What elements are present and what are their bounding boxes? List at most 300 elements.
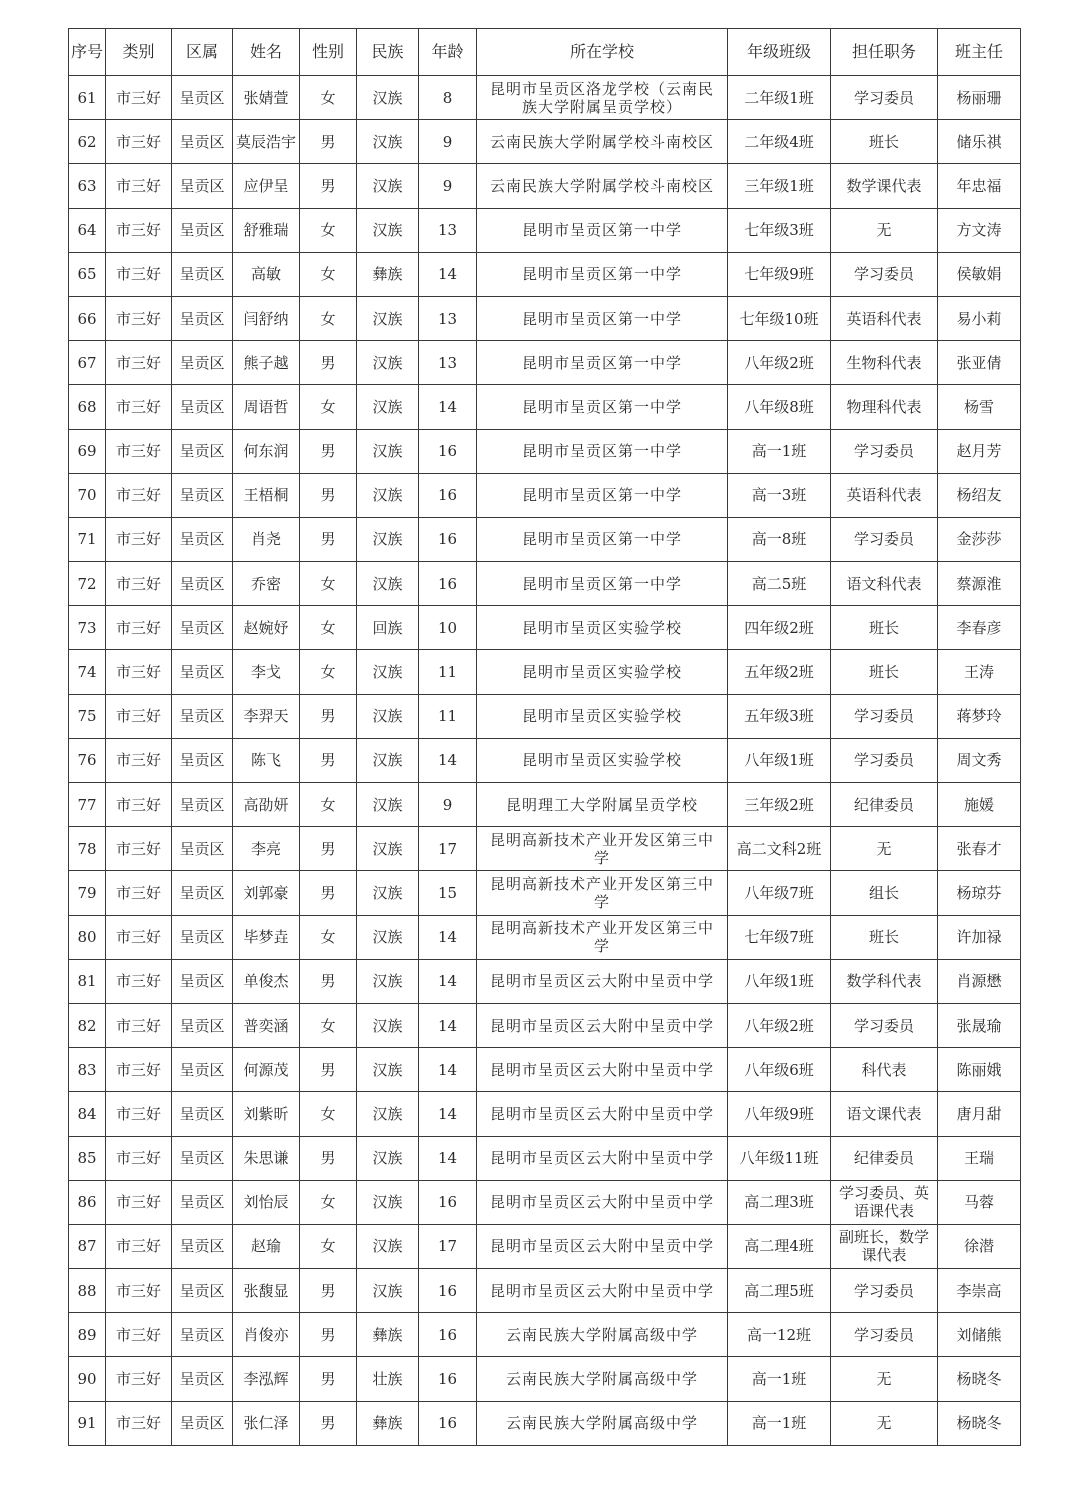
cell-grade-class: 高二理5班 bbox=[728, 1269, 831, 1313]
cell-district: 呈贡区 bbox=[172, 827, 233, 871]
cell-head-teacher: 杨雪 bbox=[938, 385, 1021, 429]
cell-seq: 82 bbox=[69, 1003, 106, 1047]
cell-gender: 女 bbox=[300, 76, 357, 120]
cell-seq: 87 bbox=[69, 1224, 106, 1268]
table-body bbox=[69, 76, 1021, 1446]
table-row bbox=[69, 76, 1021, 120]
table-row bbox=[69, 296, 1021, 340]
cell-age: 14 bbox=[419, 1003, 477, 1047]
cell-ethnicity: 汉族 bbox=[357, 1003, 419, 1047]
cell-head-teacher: 年忠福 bbox=[938, 164, 1021, 208]
cell-head-teacher: 杨晓冬 bbox=[938, 1357, 1021, 1401]
cell-ethnicity: 汉族 bbox=[357, 562, 419, 606]
header-gender: 性别 bbox=[300, 29, 357, 76]
cell-ethnicity: 回族 bbox=[357, 606, 419, 650]
cell-grade-class: 八年级7班 bbox=[728, 871, 831, 915]
cell-seq: 85 bbox=[69, 1136, 106, 1180]
cell-age: 16 bbox=[419, 517, 477, 561]
cell-age: 14 bbox=[419, 1136, 477, 1180]
cell-school: 昆明高新技术产业开发区第三中学 bbox=[477, 827, 728, 871]
cell-school: 昆明市呈贡区第一中学 bbox=[477, 208, 728, 252]
cell-age: 16 bbox=[419, 1180, 477, 1224]
table-row bbox=[69, 562, 1021, 606]
cell-category: 市三好 bbox=[106, 915, 172, 959]
cell-ethnicity: 汉族 bbox=[357, 871, 419, 915]
cell-category: 市三好 bbox=[106, 827, 172, 871]
cell-ethnicity: 汉族 bbox=[357, 959, 419, 1003]
cell-grade-class: 高一1班 bbox=[728, 1401, 831, 1445]
cell-school: 昆明市呈贡区云大附中呈贡中学 bbox=[477, 1092, 728, 1136]
cell-school: 昆明市呈贡区云大附中呈贡中学 bbox=[477, 1180, 728, 1224]
cell-ethnicity: 汉族 bbox=[357, 827, 419, 871]
cell-district: 呈贡区 bbox=[172, 1180, 233, 1224]
cell-grade-class: 高二理3班 bbox=[728, 1180, 831, 1224]
header-grade-class: 年级班级 bbox=[728, 29, 831, 76]
cell-gender: 男 bbox=[300, 1401, 357, 1445]
cell-school: 昆明市呈贡区云大附中呈贡中学 bbox=[477, 1136, 728, 1180]
cell-position: 无 bbox=[831, 827, 938, 871]
cell-seq: 91 bbox=[69, 1401, 106, 1445]
cell-position: 语文课代表 bbox=[831, 1092, 938, 1136]
cell-seq: 88 bbox=[69, 1269, 106, 1313]
cell-district: 呈贡区 bbox=[172, 1136, 233, 1180]
table-row bbox=[69, 517, 1021, 561]
cell-position: 语文科代表 bbox=[831, 562, 938, 606]
cell-position: 科代表 bbox=[831, 1048, 938, 1092]
cell-name: 何源茂 bbox=[233, 1048, 300, 1092]
table-row bbox=[69, 208, 1021, 252]
cell-school: 昆明市呈贡区第一中学 bbox=[477, 252, 728, 296]
cell-gender: 女 bbox=[300, 1092, 357, 1136]
cell-age: 10 bbox=[419, 606, 477, 650]
cell-gender: 男 bbox=[300, 1313, 357, 1357]
cell-position: 无 bbox=[831, 208, 938, 252]
cell-category: 市三好 bbox=[106, 959, 172, 1003]
cell-category: 市三好 bbox=[106, 208, 172, 252]
cell-seq: 75 bbox=[69, 694, 106, 738]
cell-age: 17 bbox=[419, 827, 477, 871]
cell-school: 云南民族大学附属高级中学 bbox=[477, 1357, 728, 1401]
cell-head-teacher: 张亚倩 bbox=[938, 341, 1021, 385]
cell-position: 班长 bbox=[831, 606, 938, 650]
cell-school: 云南民族大学附属学校斗南校区 bbox=[477, 164, 728, 208]
cell-gender: 女 bbox=[300, 562, 357, 606]
cell-ethnicity: 汉族 bbox=[357, 650, 419, 694]
cell-seq: 83 bbox=[69, 1048, 106, 1092]
cell-gender: 男 bbox=[300, 1357, 357, 1401]
cell-position: 副班长，数学课代表 bbox=[831, 1224, 938, 1268]
cell-name: 高敏 bbox=[233, 252, 300, 296]
cell-category: 市三好 bbox=[106, 694, 172, 738]
cell-name: 乔密 bbox=[233, 562, 300, 606]
cell-gender: 男 bbox=[300, 517, 357, 561]
table-row bbox=[69, 827, 1021, 871]
cell-age: 9 bbox=[419, 783, 477, 827]
cell-gender: 女 bbox=[300, 783, 357, 827]
cell-position: 生物科代表 bbox=[831, 341, 938, 385]
cell-position: 学习委员 bbox=[831, 76, 938, 120]
cell-ethnicity: 汉族 bbox=[357, 517, 419, 561]
cell-category: 市三好 bbox=[106, 783, 172, 827]
cell-name: 单俊杰 bbox=[233, 959, 300, 1003]
cell-gender: 男 bbox=[300, 871, 357, 915]
cell-position: 无 bbox=[831, 1401, 938, 1445]
cell-school: 昆明市呈贡区实验学校 bbox=[477, 606, 728, 650]
cell-seq: 79 bbox=[69, 871, 106, 915]
table-row bbox=[69, 1048, 1021, 1092]
cell-school: 昆明理工大学附属呈贡学校 bbox=[477, 783, 728, 827]
cell-ethnicity: 汉族 bbox=[357, 341, 419, 385]
cell-school: 昆明市呈贡区第一中学 bbox=[477, 517, 728, 561]
cell-name: 刘郭豪 bbox=[233, 871, 300, 915]
cell-head-teacher: 王瑞 bbox=[938, 1136, 1021, 1180]
cell-position: 学习委员 bbox=[831, 738, 938, 782]
cell-school: 云南民族大学附属高级中学 bbox=[477, 1313, 728, 1357]
cell-school: 昆明高新技术产业开发区第三中学 bbox=[477, 915, 728, 959]
cell-grade-class: 七年级3班 bbox=[728, 208, 831, 252]
cell-ethnicity: 汉族 bbox=[357, 120, 419, 164]
cell-gender: 女 bbox=[300, 296, 357, 340]
cell-district: 呈贡区 bbox=[172, 1313, 233, 1357]
cell-age: 14 bbox=[419, 252, 477, 296]
cell-age: 9 bbox=[419, 120, 477, 164]
cell-grade-class: 八年级1班 bbox=[728, 959, 831, 1003]
cell-category: 市三好 bbox=[106, 385, 172, 429]
cell-age: 14 bbox=[419, 915, 477, 959]
cell-seq: 63 bbox=[69, 164, 106, 208]
cell-head-teacher: 蔡源淮 bbox=[938, 562, 1021, 606]
cell-age: 9 bbox=[419, 164, 477, 208]
cell-name: 李亮 bbox=[233, 827, 300, 871]
cell-position: 英语科代表 bbox=[831, 296, 938, 340]
cell-seq: 64 bbox=[69, 208, 106, 252]
cell-name: 赵婉妤 bbox=[233, 606, 300, 650]
cell-school: 昆明市呈贡区云大附中呈贡中学 bbox=[477, 1003, 728, 1047]
cell-age: 11 bbox=[419, 650, 477, 694]
cell-head-teacher: 李崇高 bbox=[938, 1269, 1021, 1313]
cell-district: 呈贡区 bbox=[172, 959, 233, 1003]
cell-age: 15 bbox=[419, 871, 477, 915]
cell-grade-class: 七年级9班 bbox=[728, 252, 831, 296]
cell-age: 16 bbox=[419, 1357, 477, 1401]
cell-district: 呈贡区 bbox=[172, 252, 233, 296]
cell-head-teacher: 储乐祺 bbox=[938, 120, 1021, 164]
cell-category: 市三好 bbox=[106, 738, 172, 782]
cell-position: 物理科代表 bbox=[831, 385, 938, 429]
cell-ethnicity: 汉族 bbox=[357, 1269, 419, 1313]
cell-seq: 73 bbox=[69, 606, 106, 650]
cell-name: 周语哲 bbox=[233, 385, 300, 429]
cell-name: 赵瑜 bbox=[233, 1224, 300, 1268]
cell-grade-class: 高一12班 bbox=[728, 1313, 831, 1357]
cell-category: 市三好 bbox=[106, 120, 172, 164]
cell-grade-class: 三年级1班 bbox=[728, 164, 831, 208]
cell-grade-class: 高二文科2班 bbox=[728, 827, 831, 871]
cell-gender: 男 bbox=[300, 1136, 357, 1180]
table-row bbox=[69, 738, 1021, 782]
cell-head-teacher: 周文秀 bbox=[938, 738, 1021, 782]
cell-district: 呈贡区 bbox=[172, 606, 233, 650]
cell-head-teacher: 陈丽娥 bbox=[938, 1048, 1021, 1092]
cell-position: 班长 bbox=[831, 650, 938, 694]
cell-district: 呈贡区 bbox=[172, 650, 233, 694]
cell-category: 市三好 bbox=[106, 1180, 172, 1224]
cell-district: 呈贡区 bbox=[172, 1224, 233, 1268]
cell-gender: 男 bbox=[300, 694, 357, 738]
table-row bbox=[69, 164, 1021, 208]
cell-seq: 74 bbox=[69, 650, 106, 694]
cell-ethnicity: 汉族 bbox=[357, 1092, 419, 1136]
cell-grade-class: 八年级8班 bbox=[728, 385, 831, 429]
cell-category: 市三好 bbox=[106, 1048, 172, 1092]
cell-head-teacher: 唐月甜 bbox=[938, 1092, 1021, 1136]
cell-age: 13 bbox=[419, 341, 477, 385]
cell-age: 16 bbox=[419, 429, 477, 473]
cell-gender: 女 bbox=[300, 1224, 357, 1268]
cell-grade-class: 八年级1班 bbox=[728, 738, 831, 782]
cell-category: 市三好 bbox=[106, 1003, 172, 1047]
cell-category: 市三好 bbox=[106, 871, 172, 915]
table-row bbox=[69, 1092, 1021, 1136]
cell-position: 学习委员 bbox=[831, 517, 938, 561]
cell-school: 昆明市呈贡区第一中学 bbox=[477, 473, 728, 517]
cell-name: 刘怡辰 bbox=[233, 1180, 300, 1224]
cell-district: 呈贡区 bbox=[172, 1048, 233, 1092]
cell-grade-class: 三年级2班 bbox=[728, 783, 831, 827]
cell-category: 市三好 bbox=[106, 252, 172, 296]
cell-seq: 89 bbox=[69, 1313, 106, 1357]
table-row bbox=[69, 783, 1021, 827]
cell-grade-class: 七年级10班 bbox=[728, 296, 831, 340]
table-header-row bbox=[69, 29, 1021, 76]
cell-district: 呈贡区 bbox=[172, 694, 233, 738]
cell-seq: 72 bbox=[69, 562, 106, 606]
cell-school: 昆明市呈贡区云大附中呈贡中学 bbox=[477, 959, 728, 1003]
cell-seq: 80 bbox=[69, 915, 106, 959]
cell-district: 呈贡区 bbox=[172, 783, 233, 827]
cell-position: 纪律委员 bbox=[831, 1136, 938, 1180]
cell-head-teacher: 许加禄 bbox=[938, 915, 1021, 959]
cell-category: 市三好 bbox=[106, 164, 172, 208]
table-row bbox=[69, 1401, 1021, 1445]
cell-head-teacher: 杨晓冬 bbox=[938, 1401, 1021, 1445]
cell-grade-class: 高一1班 bbox=[728, 1357, 831, 1401]
cell-district: 呈贡区 bbox=[172, 1003, 233, 1047]
cell-head-teacher: 王涛 bbox=[938, 650, 1021, 694]
cell-district: 呈贡区 bbox=[172, 208, 233, 252]
cell-category: 市三好 bbox=[106, 1401, 172, 1445]
table-row bbox=[69, 473, 1021, 517]
cell-grade-class: 高一3班 bbox=[728, 473, 831, 517]
cell-category: 市三好 bbox=[106, 517, 172, 561]
cell-grade-class: 八年级2班 bbox=[728, 1003, 831, 1047]
cell-age: 13 bbox=[419, 296, 477, 340]
cell-name: 李泓辉 bbox=[233, 1357, 300, 1401]
cell-seq: 62 bbox=[69, 120, 106, 164]
cell-school: 昆明市呈贡区云大附中呈贡中学 bbox=[477, 1224, 728, 1268]
cell-head-teacher: 侯敏娟 bbox=[938, 252, 1021, 296]
table-row bbox=[69, 915, 1021, 959]
cell-district: 呈贡区 bbox=[172, 1401, 233, 1445]
cell-position: 学习委员 bbox=[831, 694, 938, 738]
cell-name: 张婧萱 bbox=[233, 76, 300, 120]
cell-head-teacher: 刘储熊 bbox=[938, 1313, 1021, 1357]
header-district: 区属 bbox=[172, 29, 233, 76]
cell-gender: 男 bbox=[300, 429, 357, 473]
cell-age: 13 bbox=[419, 208, 477, 252]
cell-head-teacher: 赵月芳 bbox=[938, 429, 1021, 473]
cell-ethnicity: 汉族 bbox=[357, 208, 419, 252]
cell-seq: 86 bbox=[69, 1180, 106, 1224]
cell-age: 14 bbox=[419, 738, 477, 782]
cell-grade-class: 八年级2班 bbox=[728, 341, 831, 385]
cell-position: 学习委员 bbox=[831, 1269, 938, 1313]
cell-district: 呈贡区 bbox=[172, 164, 233, 208]
cell-position: 数学科代表 bbox=[831, 959, 938, 1003]
cell-school: 昆明市呈贡区第一中学 bbox=[477, 341, 728, 385]
cell-name: 肖尧 bbox=[233, 517, 300, 561]
cell-age: 16 bbox=[419, 473, 477, 517]
cell-seq: 67 bbox=[69, 341, 106, 385]
cell-age: 17 bbox=[419, 1224, 477, 1268]
cell-district: 呈贡区 bbox=[172, 517, 233, 561]
cell-category: 市三好 bbox=[106, 76, 172, 120]
cell-gender: 男 bbox=[300, 827, 357, 871]
cell-district: 呈贡区 bbox=[172, 473, 233, 517]
cell-ethnicity: 汉族 bbox=[357, 76, 419, 120]
cell-ethnicity: 彝族 bbox=[357, 252, 419, 296]
cell-school: 云南民族大学附属高级中学 bbox=[477, 1401, 728, 1445]
cell-grade-class: 五年级3班 bbox=[728, 694, 831, 738]
table-row bbox=[69, 1269, 1021, 1313]
cell-grade-class: 七年级7班 bbox=[728, 915, 831, 959]
cell-district: 呈贡区 bbox=[172, 341, 233, 385]
cell-head-teacher: 杨绍友 bbox=[938, 473, 1021, 517]
cell-school: 昆明高新技术产业开发区第三中学 bbox=[477, 871, 728, 915]
cell-head-teacher: 方文涛 bbox=[938, 208, 1021, 252]
cell-head-teacher: 施媛 bbox=[938, 783, 1021, 827]
cell-ethnicity: 汉族 bbox=[357, 164, 419, 208]
cell-district: 呈贡区 bbox=[172, 1092, 233, 1136]
cell-category: 市三好 bbox=[106, 562, 172, 606]
cell-ethnicity: 彝族 bbox=[357, 1313, 419, 1357]
cell-name: 朱思谦 bbox=[233, 1136, 300, 1180]
cell-gender: 女 bbox=[300, 1003, 357, 1047]
cell-ethnicity: 汉族 bbox=[357, 783, 419, 827]
cell-category: 市三好 bbox=[106, 429, 172, 473]
cell-name: 熊子越 bbox=[233, 341, 300, 385]
cell-district: 呈贡区 bbox=[172, 385, 233, 429]
cell-grade-class: 四年级2班 bbox=[728, 606, 831, 650]
cell-ethnicity: 汉族 bbox=[357, 385, 419, 429]
cell-category: 市三好 bbox=[106, 296, 172, 340]
cell-age: 16 bbox=[419, 562, 477, 606]
cell-district: 呈贡区 bbox=[172, 429, 233, 473]
cell-ethnicity: 彝族 bbox=[357, 1401, 419, 1445]
cell-seq: 77 bbox=[69, 783, 106, 827]
cell-head-teacher: 杨丽珊 bbox=[938, 76, 1021, 120]
cell-name: 李戈 bbox=[233, 650, 300, 694]
header-ethnicity: 民族 bbox=[357, 29, 419, 76]
cell-district: 呈贡区 bbox=[172, 915, 233, 959]
cell-age: 14 bbox=[419, 385, 477, 429]
cell-category: 市三好 bbox=[106, 1092, 172, 1136]
cell-position: 学习委员 bbox=[831, 252, 938, 296]
cell-ethnicity: 汉族 bbox=[357, 694, 419, 738]
cell-position: 纪律委员 bbox=[831, 783, 938, 827]
cell-name: 应伊呈 bbox=[233, 164, 300, 208]
table-row bbox=[69, 1313, 1021, 1357]
cell-seq: 61 bbox=[69, 76, 106, 120]
cell-grade-class: 高一1班 bbox=[728, 429, 831, 473]
cell-name: 毕梦垚 bbox=[233, 915, 300, 959]
cell-grade-class: 五年级2班 bbox=[728, 650, 831, 694]
cell-seq: 71 bbox=[69, 517, 106, 561]
cell-gender: 女 bbox=[300, 208, 357, 252]
cell-age: 14 bbox=[419, 1048, 477, 1092]
cell-head-teacher: 杨琼芬 bbox=[938, 871, 1021, 915]
cell-school: 昆明市呈贡区实验学校 bbox=[477, 694, 728, 738]
cell-name: 陈飞 bbox=[233, 738, 300, 782]
table-row bbox=[69, 1357, 1021, 1401]
cell-gender: 女 bbox=[300, 650, 357, 694]
cell-district: 呈贡区 bbox=[172, 871, 233, 915]
cell-category: 市三好 bbox=[106, 606, 172, 650]
cell-name: 普奕涵 bbox=[233, 1003, 300, 1047]
cell-name: 何东润 bbox=[233, 429, 300, 473]
cell-category: 市三好 bbox=[106, 650, 172, 694]
cell-grade-class: 高一8班 bbox=[728, 517, 831, 561]
table-row bbox=[69, 694, 1021, 738]
cell-gender: 男 bbox=[300, 164, 357, 208]
cell-name: 张仁泽 bbox=[233, 1401, 300, 1445]
cell-ethnicity: 汉族 bbox=[357, 429, 419, 473]
cell-age: 16 bbox=[419, 1401, 477, 1445]
cell-seq: 66 bbox=[69, 296, 106, 340]
cell-head-teacher: 蒋梦玲 bbox=[938, 694, 1021, 738]
cell-ethnicity: 汉族 bbox=[357, 1224, 419, 1268]
cell-category: 市三好 bbox=[106, 1269, 172, 1313]
cell-category: 市三好 bbox=[106, 1136, 172, 1180]
cell-age: 16 bbox=[419, 1313, 477, 1357]
table-row bbox=[69, 1180, 1021, 1224]
cell-head-teacher: 金莎莎 bbox=[938, 517, 1021, 561]
cell-head-teacher: 易小莉 bbox=[938, 296, 1021, 340]
header-position: 担任职务 bbox=[831, 29, 938, 76]
cell-ethnicity: 汉族 bbox=[357, 1136, 419, 1180]
cell-age: 16 bbox=[419, 1269, 477, 1313]
cell-head-teacher: 张春才 bbox=[938, 827, 1021, 871]
cell-gender: 女 bbox=[300, 385, 357, 429]
header-name: 姓名 bbox=[233, 29, 300, 76]
cell-seq: 84 bbox=[69, 1092, 106, 1136]
cell-head-teacher: 徐潜 bbox=[938, 1224, 1021, 1268]
cell-name: 张馥显 bbox=[233, 1269, 300, 1313]
header-category: 类别 bbox=[106, 29, 172, 76]
cell-seq: 68 bbox=[69, 385, 106, 429]
cell-position: 组长 bbox=[831, 871, 938, 915]
cell-school: 昆明市呈贡区第一中学 bbox=[477, 562, 728, 606]
table-row bbox=[69, 429, 1021, 473]
cell-school: 昆明市呈贡区第一中学 bbox=[477, 296, 728, 340]
cell-district: 呈贡区 bbox=[172, 76, 233, 120]
cell-name: 王梧桐 bbox=[233, 473, 300, 517]
cell-age: 8 bbox=[419, 76, 477, 120]
cell-seq: 69 bbox=[69, 429, 106, 473]
cell-district: 呈贡区 bbox=[172, 738, 233, 782]
cell-position: 班长 bbox=[831, 120, 938, 164]
table-row bbox=[69, 959, 1021, 1003]
